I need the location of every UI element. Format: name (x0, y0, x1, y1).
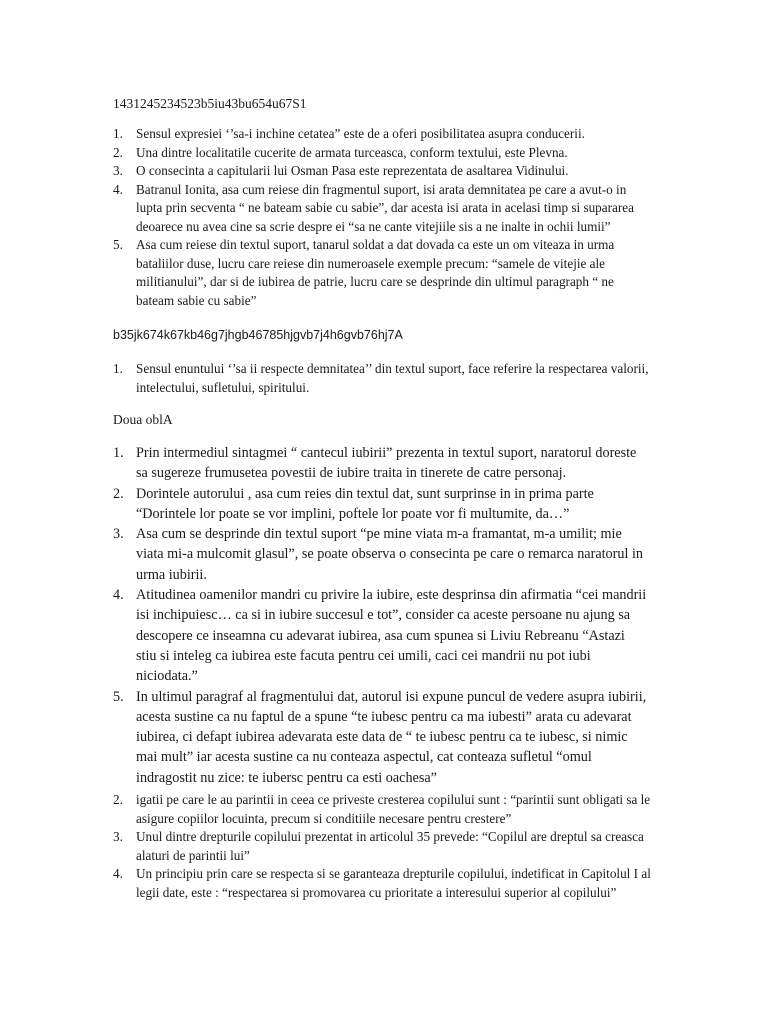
list-item (113, 791, 653, 828)
list-item-number: 1. (113, 445, 124, 461)
list-item-line: Sensul enuntului ‘’sa ii respecte demnitatea’’ din textul suport, face referire la respectarea valorii, (136, 361, 649, 376)
list-item-line: Dorintele autorului , asa cum reies din textul dat, sunt surprinse in in prima parte (136, 485, 594, 502)
list-item (113, 125, 653, 144)
list-item-line: indragostit nu zice: te iubersc pentru ca esti oachesa” (136, 769, 437, 786)
list-item-line: lupta prin secventa “ ne bateam sabie cu sabie”, dar acesta isi arata in acelasi timp si supararea (136, 200, 634, 215)
heading-code-2: b35jk674k67kb46g7jhgb46785hjgvb7j4h6gvb76hj7A (113, 328, 403, 342)
list-item-line: Unul dintre drepturile copilului prezentat in articolul 35 prevede: “Copilul are dreptul sa creasca (136, 829, 644, 845)
list-item-line: Una dintre localitatile cucerite de armata turceasca, conform textului, este Plevna. (136, 144, 568, 160)
list-item-line: O consecinta a capitularii lui Osman Pasa este reprezentata de asaltarea Vidinului. (136, 163, 569, 178)
list-item-line: In ultimul paragraf al fragmentului dat, autorul isi expune puncul de vedere asupra iubirii, (136, 688, 647, 705)
list-item (113, 687, 653, 788)
list-item-line: deoarece nu avea cine sa scrie despre ei “sa ne cante vitejiile sis a ne inalte in ochii lumii” (136, 218, 611, 234)
list-item (113, 484, 653, 525)
list-item-line: Un principiu prin care se respecta si se garanteaza drepturile copilului, indetificat in Capitolul I al (136, 866, 651, 882)
list-item (113, 443, 653, 484)
list-item-number: 1. (113, 126, 123, 141)
list-item-line: niciodata.” (136, 668, 198, 685)
list-item (113, 181, 653, 237)
list-item-line: igatii pe care le au parintii in ceea ce priveste cresterea copilului sunt : “parintii sunt obligati sa le (136, 792, 651, 807)
list-item-line: Prin intermediul sintagmei “ cantecul iubirii” prezenta in textul suport, naratorul doreste (136, 445, 637, 461)
list-item-line: descopere ce inseamna cu adevarat iubirea, asa cum spunea si Liviu Rebreanu “Astazi (136, 627, 625, 644)
list-item-line: urma iubirii. (136, 566, 207, 583)
list-item (113, 865, 653, 902)
list-item-line: stiu si inteleg ca iubirea este facuta pentru cei umili, caci cei mandrii nu pot iubi (136, 647, 591, 664)
list-item-line: isi inchipuiesc… ca si in iubire succesul e tot”, consider ca aceste persoane nu ajung sa (136, 607, 631, 624)
list-item (113, 828, 653, 865)
list-item-line: “Dorintele lor poate se vor implini, poftele lor poate vor fi multumite, da…” (136, 505, 570, 522)
list-item-line: bataliilor duse, lucru care reiese din numeroasele exemple precum: “samele de vitejie ale (136, 255, 606, 271)
list-item (113, 162, 653, 181)
list-item-line: Sensul expresiei ‘’sa-i inchine cetatea” este de a oferi posibilitatea asupra conducerii. (136, 126, 585, 141)
list-item-number: 4. (113, 587, 124, 604)
section-2-list (113, 360, 653, 397)
list-item-number: 5. (113, 688, 124, 705)
list-item-number: 2. (113, 144, 123, 160)
list-item-number: 5. (113, 237, 123, 252)
section-4-list (113, 791, 653, 903)
list-item-number: 4. (113, 181, 123, 197)
list-item-line: asigure copiilor locuinta, precum si conditiile necesare pentru crestere” (136, 810, 512, 826)
heading-doua-obla: Doua oblA (113, 412, 173, 427)
list-item (113, 585, 653, 686)
list-item-number: 3. (113, 526, 124, 543)
list-item-line: alaturi de parintii lui” (136, 847, 250, 863)
list-item-number: 3. (113, 829, 123, 845)
list-item-number: 2. (113, 485, 124, 502)
list-item-line: legii date, este : “respectarea si promovarea cu prioritate a interesului superior al copilului” (136, 884, 617, 900)
heading-code-1: 1431245234523b5iu43bu654u67S1 (113, 96, 307, 111)
list-item-number: 1. (113, 361, 123, 376)
section-3-list (113, 443, 653, 788)
list-item-line: intelectului, sufletului, spiritului. (136, 379, 310, 395)
list-item-line: Batranul Ionita, asa cum reiese din fragmentul suport, isi arata demnitatea pe care a avut-o in (136, 181, 627, 197)
list-item-line: viata mi-a mulcomit glasul”, se poate observa o consecinta pe care o remarca naratorul in (136, 546, 643, 563)
list-item-line: militianului”, dar si de iubirea de patrie, lucru care se desprinde din ultimul paragraph “ ne (136, 274, 614, 289)
list-item (113, 360, 653, 397)
list-item-number: 3. (113, 163, 123, 178)
section-1-list (113, 125, 653, 310)
list-item-number: 2. (113, 792, 123, 807)
list-item (113, 144, 653, 163)
list-item-number: 4. (113, 866, 123, 882)
list-item (113, 236, 653, 310)
list-item-line: iubirea, ci defapt iubirea adevarata este data de “ te iubesc pentru ca te iubesc, si nimic (136, 729, 628, 746)
list-item-line: mai mult” iar acesta sustine ca nu conteaza aspectul, cat conteaza sufletul “omul (136, 749, 592, 766)
list-item (113, 524, 653, 585)
list-item-line: sa sugereze frumusetea povestii de iubire traita in tinerete de catre personaj. (136, 465, 567, 482)
list-item-line: Asa cum se desprinde din textul suport “pe mine viata m-a framantat, m-a umilit; mie (136, 526, 622, 543)
list-item-line: Asa cum reiese din textul suport, tanarul soldat a dat dovada ca este un om viteaza in urma (136, 237, 615, 252)
list-item-line: Atitudinea oamenilor mandri cu privire la iubire, este desprinsa din afirmatia “cei mandrii (136, 587, 647, 604)
list-item-line: bateam sabie cu sabie” (136, 292, 257, 308)
list-item-line: acesta sustine ca nu faptul de a spune “te iubesc pentru ca ma iubesti” arata cu adevarat (136, 708, 632, 725)
